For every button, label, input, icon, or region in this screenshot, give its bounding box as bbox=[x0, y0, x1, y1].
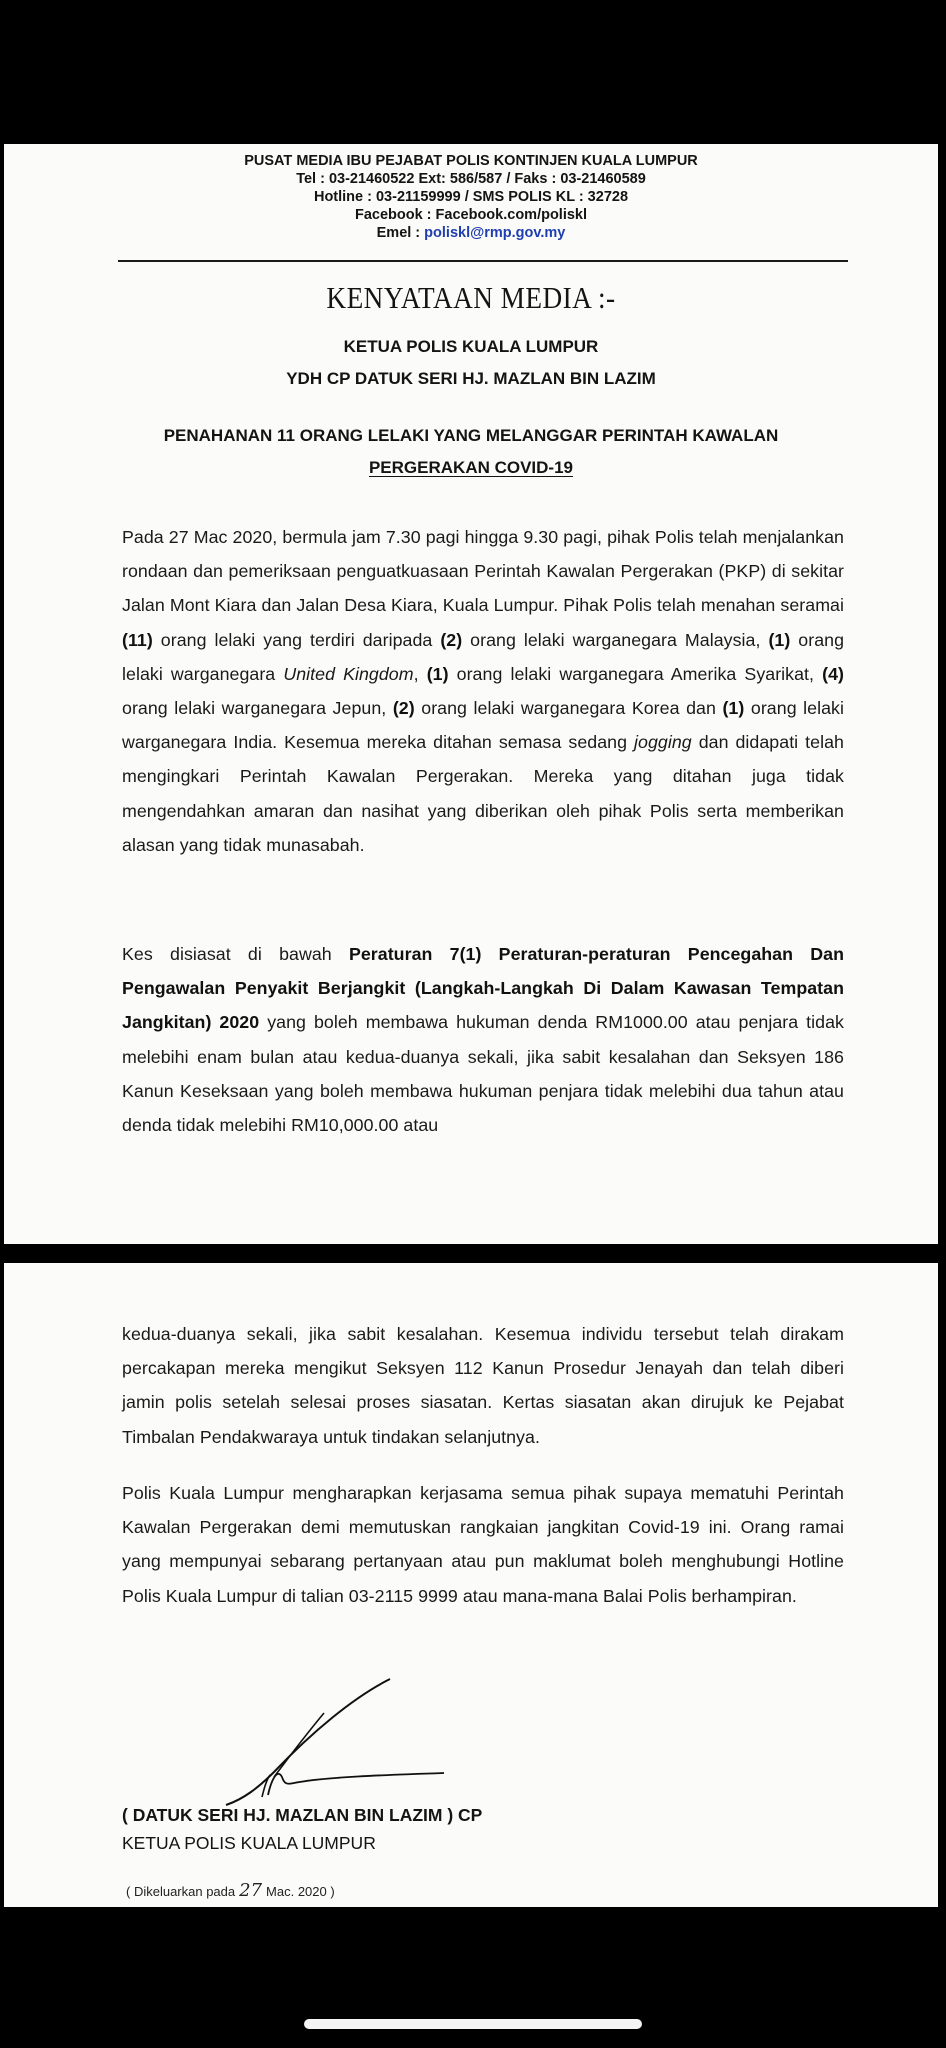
header-email-line bbox=[4, 224, 938, 242]
header-telephone: Tel : 03-21460522 Ext: 586/587 / Faks : 03-21460589 bbox=[296, 171, 646, 187]
issued-day-handwritten: 27 bbox=[239, 1880, 263, 1901]
speaker-position: KETUA POLIS KUALA LUMPUR bbox=[343, 337, 599, 356]
header-hotline: Hotline : 03-21159999 / SMS POLIS KL : 32728 bbox=[313, 189, 629, 205]
header-divider bbox=[118, 260, 848, 262]
signatory-name: ( DATUK SERI HJ. MAZLAN BIN LAZIM ) CP bbox=[122, 1805, 483, 1825]
issued-date: ( Dikeluarkan pada 27 Mac. 2020 ) bbox=[126, 1880, 335, 1901]
paragraph-2: Kes disiasat di bawah Peraturan 7(1) Peraturan-peraturan Pencegahan Dan Pengawalan Penyakit Berjangkit (Langkah-Langkah Di Dalam Kawasan Tempatan Jangkitan) 2020 yang boleh membawa hukuman denda RM1000.00 atau penjara tidak melebihi enam bulan atau kedua-duanya sekali, jika sabit kesalahan dan Seksyen 186 Kanun Keseksaan yang boleh membawa hukuman penjara tidak melebihi dua tahun atau denda tidak melebihi RM10,000.00 atau bbox=[122, 944, 844, 1136]
statement-title: KENYATAAN MEDIA :- bbox=[326, 280, 616, 315]
headline-line-1: PENAHANAN 11 ORANG LELAKI YANG MELANGGAR PERINTAH KAWALAN bbox=[163, 426, 779, 445]
paragraph-4: Polis Kuala Lumpur mengharapkan kerjasama semua pihak supaya mematuhi Perintah Kawalan Pergerakan demi memutuskan rangkaian jangkitan Covid-19 ini. Orang ramai yang mempunyai sebarang pertanyaan atau pun maklumat boleh menghubungi Hotline Polis Kuala Lumpur di talian 03-2115 9999 atau mana-mana Balai Polis berhampiran. bbox=[122, 1483, 844, 1606]
header-email-link[interactable]: poliskl@rmp.gov.my bbox=[424, 225, 566, 241]
handwritten-signature bbox=[204, 1677, 464, 1807]
signatory-title: KETUA POLIS KUALA LUMPUR bbox=[122, 1833, 376, 1853]
header-email-label: Emel : bbox=[376, 225, 425, 241]
home-indicator[interactable] bbox=[304, 2019, 642, 2029]
header-facebook: Facebook : Facebook.com/poliskl bbox=[354, 207, 588, 223]
header-organization: PUSAT MEDIA IBU PEJABAT POLIS KONTINJEN KUALA LUMPUR bbox=[244, 153, 698, 169]
speaker-name: YDH CP DATUK SERI HJ. MAZLAN BIN LAZIM bbox=[286, 369, 656, 388]
headline-line-2: PERGERAKAN COVID-19 bbox=[368, 458, 574, 477]
document-page-2 bbox=[4, 1263, 938, 1907]
paragraph-3: kedua-duanya sekali, jika sabit kesalahan. Kesemua individu tersebut telah dirakam percakapan mereka mengikut Seksyen 112 Kanun Prosedur Jenayah dan telah diberi jamin polis setelah selesai proses siasatan. Kertas siasatan akan dirujuk ke Pejabat Timbalan Pendakwaraya untuk tindakan selanjutnya. bbox=[122, 1324, 844, 1447]
paragraph-1: Pada 27 Mac 2020, bermula jam 7.30 pagi hingga 9.30 pagi, pihak Polis telah menjalankan rondaan dan pemeriksaan penguatkuasaan Perintah Kawalan Pergerakan (PKP) di sekitar Jalan Mont Kiara dan Jalan Desa Kiara, Kuala Lumpur. Pihak Polis telah menahan seramai (11) orang lelaki yang terdiri daripada (2) orang lelaki warganegara Malaysia, (1) orang lelaki warganegara United Kingdom, (1) orang lelaki warganegara Amerika Syarikat, (4) orang lelaki warganegara Jepun, (2) orang lelaki warganegara Korea dan (1) orang lelaki warganegara India. Kesemua mereka ditahan semasa sedang jogging dan didapati telah mengingkari Perintah Kawalan Pergerakan. Mereka yang ditahan juga tidak mengendahkan amaran dan nasihat yang diberikan oleh pihak Polis serta memberikan alasan yang tidak munasabah. bbox=[122, 527, 845, 855]
document-page-1 bbox=[4, 144, 938, 1244]
